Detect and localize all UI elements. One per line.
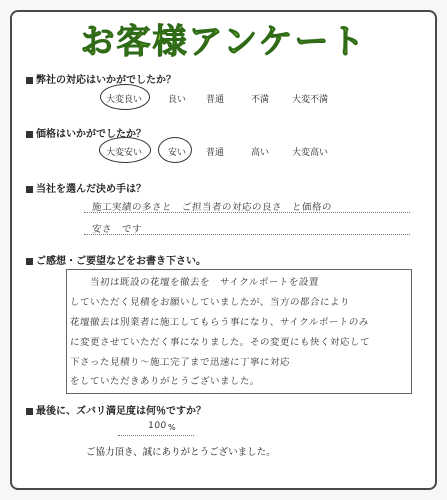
- q4-answer-line-3: 花壇撤去は別業者に施工してもらう事になり、サイクルポートのみ: [69, 317, 370, 328]
- q2-option-1[interactable]: 大変安い: [106, 148, 143, 158]
- question-2-heading: 価格はいかがでしたか？: [26, 125, 146, 140]
- q3-answer-line-1: 施工実績の多さと ご担当者の対応の良さ と価格の: [91, 202, 333, 213]
- q3-answer-rule-2: [84, 234, 410, 235]
- square-bullet-icon: [26, 131, 33, 138]
- footer-thanks: ご協力頂き、誠にありがとうございました。: [86, 447, 276, 458]
- q3-answer-rule-1: [84, 212, 410, 213]
- q4-answer-line-5: 下さった見積り～施工完了まで迅速に丁寧に対応: [69, 357, 291, 368]
- q1-selection-circle: [100, 84, 150, 110]
- square-bullet-icon: [26, 77, 33, 84]
- square-bullet-icon: [26, 186, 33, 193]
- satisfaction-field[interactable]: [118, 421, 194, 436]
- q3-answer-line-2: 安さ です: [91, 224, 143, 235]
- q1-option-4[interactable]: 不満: [251, 95, 270, 105]
- q2-selection-circle-2: [158, 137, 192, 163]
- q1-option-3[interactable]: 普通: [206, 95, 225, 105]
- question-5-heading: 最後に、ズバリ満足度は何％ですか？: [26, 402, 206, 417]
- q2-selection-circle-1: [99, 137, 151, 163]
- question-3-heading: 当社を選んだ決め手は？: [26, 180, 146, 195]
- q2-option-3[interactable]: 普通: [206, 148, 225, 158]
- q4-answer-line-1: 当初は既設の花壇を撤去を サイクルポートを設置: [89, 277, 320, 288]
- q2-option-2[interactable]: 安い: [168, 148, 187, 158]
- q2-option-5[interactable]: 大変高い: [292, 148, 329, 158]
- survey-title: お客様アンケート: [80, 22, 367, 62]
- q4-answer-line-6: をしていただきありがとうございました。: [69, 376, 261, 387]
- q1-option-1[interactable]: 大変良い: [106, 95, 143, 105]
- q1-option-5[interactable]: 大変不満: [292, 95, 329, 105]
- satisfaction-value: 100: [147, 421, 168, 431]
- q4-answer-line-2: していただく見積をお願いしていましたが、当方の都合により: [69, 297, 351, 308]
- q4-answer-line-4: に変更させていただく事になりました。その変更にも快く対応して: [69, 337, 371, 348]
- square-bullet-icon: [26, 408, 33, 415]
- question-4-heading: ご感想・ご要望などをお書き下さい。: [26, 252, 206, 267]
- satisfaction-unit: %: [168, 423, 176, 432]
- question-1-heading: 弊社の対応はいかがでしたか？: [26, 71, 176, 86]
- q2-option-4[interactable]: 高い: [251, 148, 270, 158]
- q1-option-2[interactable]: 良い: [168, 95, 187, 105]
- square-bullet-icon: [26, 258, 33, 265]
